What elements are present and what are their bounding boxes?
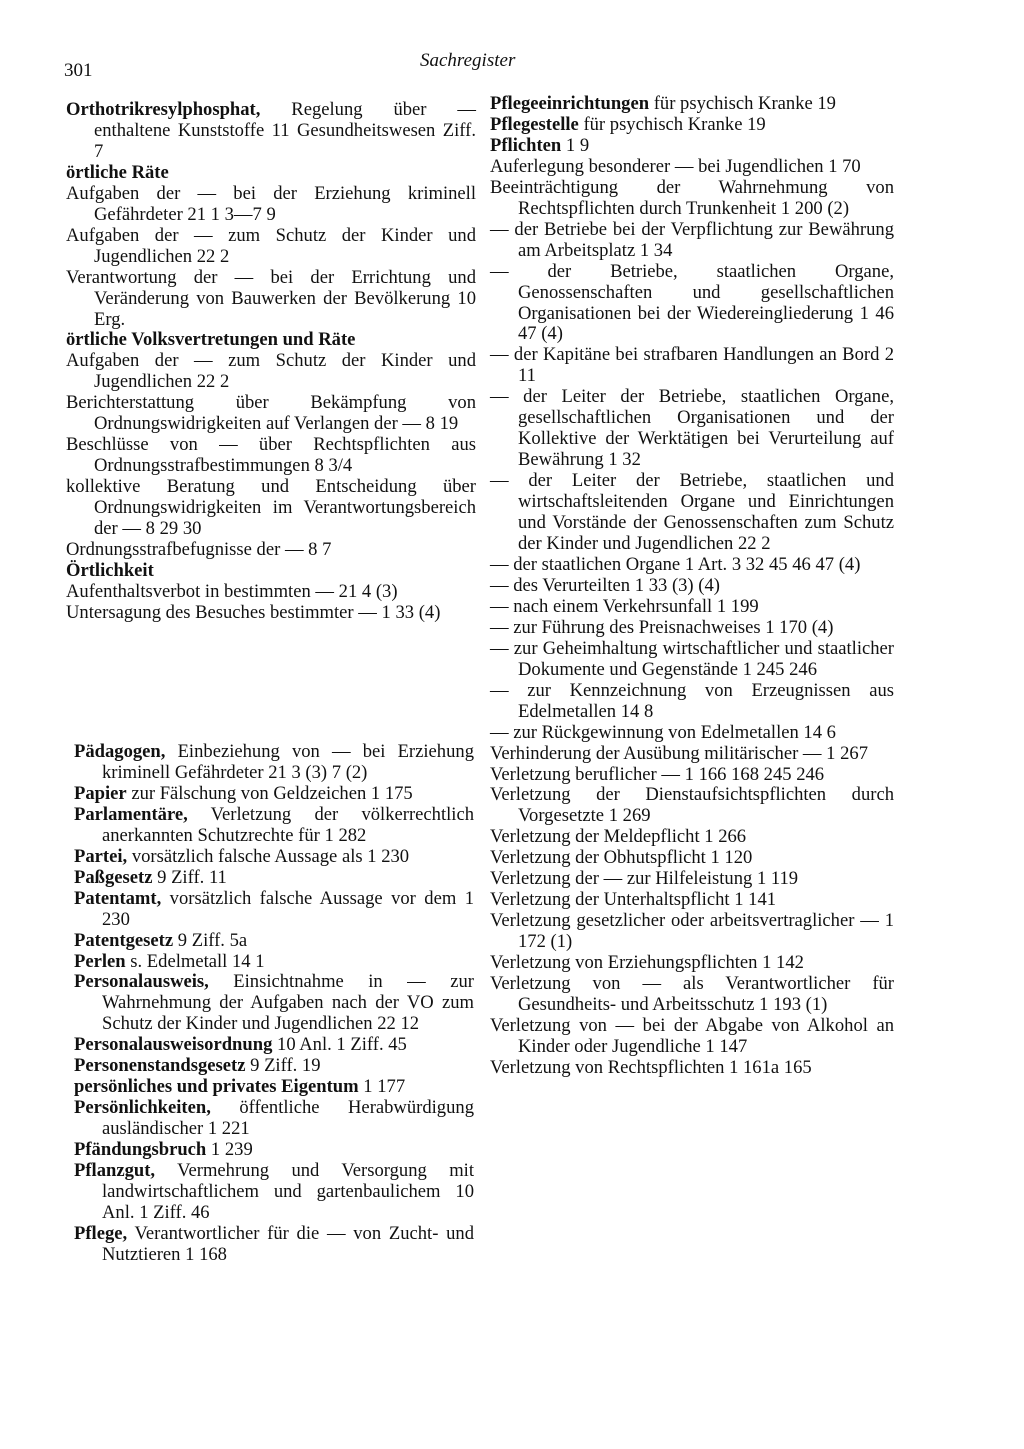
index-entry [74,1077,474,1098]
index-locator-text: — der staatlichen Organe 1 Art. 3 32 45 46 47 (4) [490,553,861,575]
index-locator-text: — der Betriebe bei der Verpflichtung zur Bewährung am Arbeitsplatz 1 34 [490,218,894,261]
index-term: Pflichten [490,134,562,156]
index-locator-text: 1 177 [358,1076,406,1098]
index-heading [66,561,476,582]
index-term: Patentgesetz [74,929,174,951]
index-entry [490,1016,894,1058]
index-entry [490,765,894,786]
index-entry [490,911,894,953]
index-entry [490,471,894,555]
index-entry [490,220,894,262]
index-locator-text: Verletzung der Dienstaufsichtspflichten durch Vorgesetzte 1 269 [490,784,894,827]
index-entry [490,869,894,890]
index-locator-text: Aufgaben der — zum Schutz der Kinder und Jugendlichen 22 2 [66,350,476,393]
index-entry [74,1140,474,1161]
index-locator-text: 9 Ziff. 19 [245,1055,321,1077]
index-entry [490,848,894,869]
page-number: 301 [64,60,93,81]
index-term: Papier [74,782,127,804]
index-entry [490,387,894,471]
index-entry [490,597,894,618]
index-entry [74,742,474,784]
index-locator-text: Verletzung von Rechtspflichten 1 161a 165 [490,1056,812,1078]
index-term: Personalausweisordnung [74,1034,273,1056]
index-entry [66,184,476,226]
index-locator-text: Aufgaben der — zum Schutz der Kinder und Jugendlichen 22 2 [66,224,476,267]
index-entry [490,555,894,576]
index-term: Paßgesetz [74,866,153,888]
index-entry [490,723,894,744]
index-locator-text: kollektive Beratung und Entscheidung über Ordnungswidrigkeiten im Verantwortungsbereich der — 8 29 30 [66,476,476,540]
index-entry [490,953,894,974]
index-locator-text: 10 Anl. 1 Ziff. 45 [272,1034,407,1056]
index-locator-text: Verantwortung der — bei der Errichtung und Veränderung von Bauwerken der Bevölkerung 10 Erg. [66,266,476,330]
index-entry [490,974,894,1016]
index-locator-text: 9 Ziff. 5a [173,929,248,951]
index-term: Patentamt, [74,887,162,909]
index-locator-text: Verletzung der Meldepflicht 1 266 [490,826,747,848]
index-entry [490,136,894,157]
index-locator-text: s. Edelmetall 14 1 [125,950,265,972]
index-entry [66,435,476,477]
index-locator-text: — der Betriebe, staatlichen Organe, Genossenschaften und gesellschaftlichen Organisationen bei der Wiedereingliederung 1 46 47 (4) [490,260,894,345]
index-entry [490,576,894,597]
index-locator-text: vorsätzlich falsche Aussage vor dem 1 230 [102,887,474,930]
index-locator-text: — zur Geheimhaltung wirtschaftlicher und staatlicher Dokumente und Gegenstände 1 245 246 [490,637,894,680]
index-heading [66,163,476,184]
index-entry [490,178,894,220]
index-entry [66,351,476,393]
index-term: Personalausweis, [74,971,209,993]
index-entry [74,1224,474,1266]
index-term: Pflanzgut, [74,1160,156,1182]
index-locator-text: Auferlegung besonderer — bei Jugendlichen 1 70 [490,155,861,177]
index-entry [66,582,476,603]
index-entry [74,1098,474,1140]
index-locator-text: für psychisch Kranke 19 [649,93,836,114]
index-term: Perlen [74,950,126,972]
index-locator-text: öffentliche Herabwürdigung ausländischer 1 221 [102,1097,474,1140]
index-entry [66,393,476,435]
index-locator-text: — der Kapitäne bei strafbaren Handlungen an Bord 2 11 [490,344,894,387]
index-locator-text: — der Leiter der Betriebe, staatlichen Organe, gesellschaftlichen Organisationen und der Kollektive der Werktätigen bei Verurteilung auf Bewährung 1 32 [490,386,894,471]
index-entry [490,785,894,827]
index-term: Pfändungsbruch [74,1139,207,1161]
index-entry [66,100,476,163]
index-locator-text: Verantwortlicher für die — von Zucht- und Nutztieren 1 168 [102,1222,474,1265]
index-entry [66,226,476,268]
index-locator-text: — der Leiter der Betriebe, staatlichen und wirtschaftsleitenden Organe und Einrichtungen und Vorstände der Genossenschaften zum Schutz der Kinder und Jugendlichen 22 2 [490,470,894,555]
index-term: Pflege, [74,1222,128,1244]
index-locator-text: Einbeziehung von — bei Erziehung kriminell Gefährdeter 21 3 (3) 7 (2) [102,741,474,783]
index-entry [74,847,474,868]
index-locator-text: Verhinderung der Ausübung militärischer — 1 267 [490,742,869,764]
index-entry [74,972,474,1035]
index-locator-text: Aufgaben der — bei der Erziehung kriminell Gefährdeter 21 1 3—7 9 [66,182,476,225]
index-entry [74,889,474,931]
index-entry [66,477,476,540]
index-locator-text: Beeinträchtigung der Wahrnehmung von Rechtspflichten durch Trunkenheit 1 200 (2) [490,176,894,219]
index-locator-text: Regelung über — enthaltene Kunststoffe 11 Gesundheitswesen Ziff. 7 [94,99,476,162]
index-locator-text: Berichterstattung über Bekämpfung von Ordnungswidrigkeiten auf Verlangen der — 8 19 [66,392,476,435]
index-entry [74,931,474,952]
index-locator-text: — zur Führung des Preisnachweises 1 170 (4) [490,616,834,638]
index-entry [74,784,474,805]
index-locator-text: — des Verurteilten 1 33 (3) (4) [490,574,720,596]
index-entry [490,639,894,681]
index-locator-text: Verletzung der Unterhaltspflicht 1 141 [490,889,777,911]
index-entry [74,1056,474,1077]
index-entry [74,805,474,847]
index-locator-text: Untersagung des Besuches bestimmter — 1 33 (4) [66,601,441,623]
index-entry [74,1035,474,1056]
index-term: persönliches und privates Eigentum [74,1076,359,1098]
index-locator-text: 9 Ziff. 11 [152,866,227,888]
index-term: Partei, [74,845,128,867]
index-locator-text: — zur Kennzeichnung von Erzeugnissen aus Edelmetallen 14 8 [490,679,894,722]
index-locator-text: — nach einem Verkehrsunfall 1 199 [490,595,759,617]
index-locator-text: Aufenthaltsverbot in bestimmten — 21 4 (3) [66,580,398,602]
index-locator-text: Verletzung von Erziehungspflichten 1 142 [490,952,804,974]
index-locator-text: Einsichtnahme in — zur Wahrnehmung der Aufgaben nach der VO zum Schutz der Kinder und Jugendlichen 22 12 [102,971,474,1035]
index-locator-text: Verletzung von — als Verantwortlicher für Gesundheits- und Arbeitsschutz 1 193 (1) [490,973,894,1015]
index-heading-text: örtliche Räte [66,161,169,183]
index-term: Orthotrikresylphosphat, [66,99,261,120]
index-term: Pflegestelle [490,113,579,135]
index-entry [490,1058,894,1079]
right-column [490,94,894,1079]
index-heading-text: örtliche Volksvertretungen und Räte [66,329,356,351]
index-term: Pädagogen, [74,741,166,762]
index-entry [66,540,476,561]
index-entry [66,603,476,624]
index-entry [490,744,894,765]
index-term: Parlamentäre, [74,803,188,825]
index-entry [490,115,894,136]
index-locator-text: 1 9 [561,134,590,156]
left-column [66,100,476,624]
index-term: Personenstandsgesetz [74,1055,246,1077]
running-head: Sachregister [420,50,516,71]
index-locator-text: vorsätzlich falsche Aussage als 1 230 [127,845,410,867]
index-entry [74,1161,474,1224]
index-locator-text: für psychisch Kranke 19 [578,113,766,135]
index-heading-text: Örtlichkeit [66,559,154,581]
index-entry [490,345,894,387]
index-heading [66,330,476,351]
index-entry [74,952,474,973]
index-entry [490,890,894,911]
index-term: Pflegeeinrichtungen [490,93,650,114]
index-locator-text: Verletzung beruflicher — 1 166 168 245 246 [490,763,825,785]
index-entry [74,868,474,889]
index-locator-text: Beschlüsse von — über Rechtspflichten aus Ordnungsstrafbestimmungen 8 3/4 [66,434,476,477]
index-locator-text: Verletzung der — zur Hilfeleistung 1 119 [490,868,799,890]
index-locator-text: zur Fälschung von Geldzeichen 1 175 [126,782,413,804]
index-locator-text: Verletzung gesetzlicher oder arbeitsvertraglicher — 1 172 (1) [490,910,894,953]
index-locator-text: Ordnungsstrafbefugnisse der — 8 7 [66,539,332,561]
index-locator-text: Verletzung von — bei der Abgabe von Alkohol an Kinder oder Jugendliche 1 147 [490,1014,894,1057]
index-entry [66,268,476,331]
left-column-lower [74,742,474,1266]
index-entry [490,618,894,639]
index-entry [490,827,894,848]
index-locator-text: Verletzung der völkerrechtlich anerkannten Schutzrechte für 1 282 [102,803,474,846]
index-entry [490,157,894,178]
index-entry [490,262,894,346]
index-locator-text: Verletzung der Obhutspflicht 1 120 [490,847,753,869]
index-entry [490,94,894,115]
index-entry [490,681,894,723]
index-locator-text: — zur Rückgewinnung von Edelmetallen 14 6 [490,721,836,743]
index-locator-text: 1 239 [206,1139,253,1161]
index-locator-text: Vermehrung und Versorgung mit landwirtschaftlichem und gartenbaulichem 10 Anl. 1 Ziff. 46 [102,1160,474,1223]
index-term: Persönlichkeiten, [74,1097,211,1119]
